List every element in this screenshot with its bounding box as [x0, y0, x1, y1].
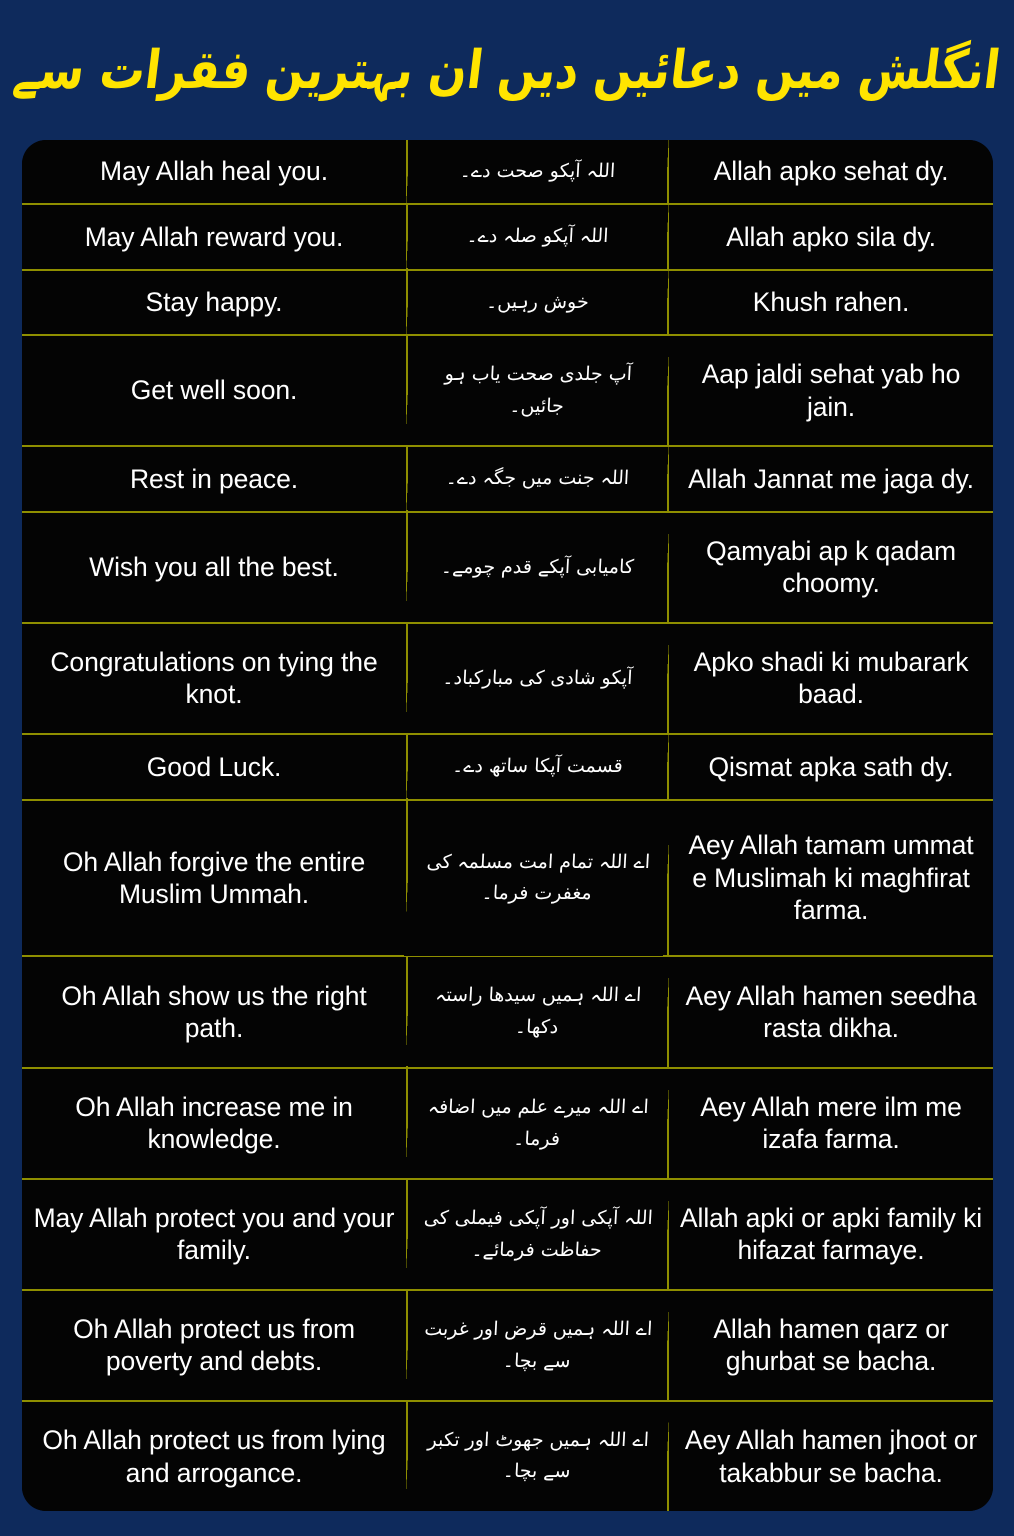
cell-urdu: اے اللہ میرے علم میں اضافہ فرما۔ — [404, 1068, 671, 1179]
table-row — [22, 512, 993, 623]
cell-roman-urdu: Allah hamen qarz or ghurbat se bacha. — [668, 1290, 993, 1401]
table-row — [22, 270, 993, 335]
cell-roman-urdu: Allah Jannat me jaga dy. — [668, 446, 993, 511]
poster-title: انگلش میں دعائیں دیں ان بہترین فقرات سے — [10, 38, 1004, 102]
cell-roman-urdu: Allah apki or apki family ki hifazat farmaye. — [668, 1179, 993, 1290]
cell-english: Rest in peace. — [22, 446, 407, 511]
table-row — [22, 1179, 993, 1290]
cell-english: Good Luck. — [22, 734, 407, 799]
table-row — [22, 800, 993, 957]
cell-urdu: اے اللہ تمام امت مسلمہ کی مغفرت فرما۔ — [403, 800, 672, 957]
cell-urdu: اللہ آپکی اور آپکی فیملی کی حفاظت فرمائے۔ — [404, 1179, 671, 1290]
table-row — [22, 1401, 993, 1511]
cell-roman-urdu: Apko shadi ki mubarark baad. — [668, 623, 993, 734]
cell-english: Oh Allah protect us from lying and arrogance. — [22, 1401, 407, 1511]
cell-english: Oh Allah protect us from poverty and debts. — [22, 1290, 407, 1401]
cell-roman-urdu: Aey Allah hamen seedha rasta dikha. — [668, 956, 993, 1067]
cell-english: May Allah heal you. — [22, 140, 407, 204]
cell-roman-urdu: Allah apko sehat dy. — [668, 140, 993, 204]
cell-roman-urdu: Aey Allah hamen jhoot or takabbur se bacha. — [668, 1401, 993, 1511]
cell-urdu: اے اللہ ہمیں سیدھا راستہ دکھا۔ — [404, 956, 671, 1067]
cell-english: Stay happy. — [22, 270, 407, 335]
cell-roman-urdu: Qismat apka sath dy. — [668, 734, 993, 799]
cell-english: Oh Allah forgive the entire Muslim Ummah. — [22, 800, 407, 957]
cell-roman-urdu: Allah apko sila dy. — [668, 204, 993, 269]
cell-english: May Allah protect you and your family. — [22, 1179, 407, 1290]
cell-urdu: اللہ جنت میں جگہ دے۔ — [405, 446, 669, 511]
cell-roman-urdu: Qamyabi ap k qadam choomy. — [668, 512, 993, 623]
cell-english: Get well soon. — [22, 335, 407, 446]
cell-roman-urdu: Khush rahen. — [668, 270, 993, 335]
cell-urdu: قسمت آپکا ساتھ دے۔ — [405, 734, 669, 799]
phrase-table — [22, 140, 993, 1511]
table-row — [22, 1068, 993, 1179]
cell-urdu: اے اللہ ہمیں قرض اور غربت سے بچا۔ — [404, 1290, 671, 1401]
cell-urdu: اے اللہ ہمیں جھوٹ اور تکبر سے بچا۔ — [404, 1401, 671, 1511]
table-row — [22, 446, 993, 511]
cell-urdu: اللہ آپکو صلہ دے۔ — [405, 204, 669, 269]
cell-english: Congratulations on tying the knot. — [22, 623, 407, 734]
cell-urdu: کامیابی آپکے قدم چومے۔ — [404, 512, 671, 623]
cell-urdu: خوش رہیں۔ — [405, 270, 669, 335]
cell-roman-urdu: Aey Allah tamam ummat e Muslimah ki maghfirat farma. — [668, 800, 993, 957]
table-row — [22, 335, 993, 446]
cell-english: Wish you all the best. — [22, 512, 407, 623]
table-row — [22, 956, 993, 1067]
cell-english: Oh Allah show us the right path. — [22, 956, 407, 1067]
cell-roman-urdu: Aap jaldi sehat yab ho jain. — [668, 335, 993, 446]
cell-urdu: آپ جلدی صحت یاب ہو جائیں۔ — [404, 335, 671, 446]
phrase-table-body — [22, 140, 993, 1511]
table-row — [22, 734, 993, 799]
cell-urdu: آپکو شادی کی مبارکباد۔ — [404, 623, 671, 734]
table-row — [22, 204, 993, 269]
cell-english: May Allah reward you. — [22, 204, 407, 269]
table-row — [22, 140, 993, 204]
poster-title-bar — [0, 0, 1014, 140]
table-row — [22, 1290, 993, 1401]
cell-english: Oh Allah increase me in knowledge. — [22, 1068, 407, 1179]
cell-roman-urdu: Aey Allah mere ilm me izafa farma. — [668, 1068, 993, 1179]
phrase-table-panel — [22, 140, 993, 1511]
cell-urdu: اللہ آپکو صحت دے۔ — [405, 140, 669, 204]
table-row — [22, 623, 993, 734]
